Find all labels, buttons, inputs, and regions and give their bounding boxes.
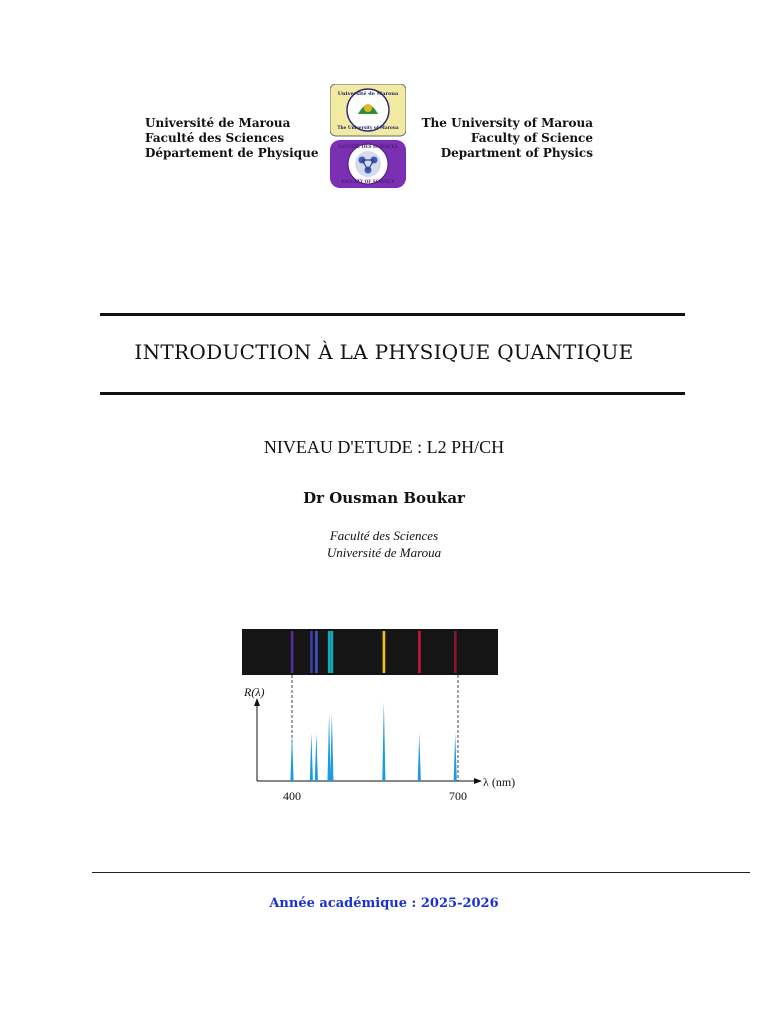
spectrum-peak xyxy=(418,733,421,781)
x-axis-label: λ (nm) xyxy=(483,775,516,789)
header-right-block xyxy=(422,116,593,161)
title-bottom-rule xyxy=(100,392,685,395)
y-axis-arrow xyxy=(254,698,260,706)
x-axis-arrow xyxy=(474,778,482,784)
department-name-fr: Département de Physique xyxy=(145,146,319,160)
spectrum-peak xyxy=(330,714,333,782)
logo-bottom-text-en: FACULTY OF SCIENCE xyxy=(341,179,395,184)
spectrum-band-line xyxy=(418,631,421,673)
affiliation-faculty: Faculté des Sciences xyxy=(329,528,439,543)
logo-top-text: Université de Maroua xyxy=(337,91,399,97)
spectrum-peak xyxy=(454,733,457,781)
emission-spectrum-figure xyxy=(240,626,524,811)
x-tick-400: 400 xyxy=(283,789,301,803)
spectrum-band-line xyxy=(331,631,334,673)
university-logo xyxy=(330,84,406,188)
department-name-en: Department of Physics xyxy=(440,146,593,160)
faculty-name-fr: Faculté des Sciences xyxy=(145,131,285,145)
spectrum-band-line xyxy=(383,631,386,673)
logo-bottom-text: FACULTÉ DES SCIENCES xyxy=(338,144,398,149)
spectrum-peak xyxy=(310,733,313,781)
spectrum-peak xyxy=(315,733,318,781)
faculty-name-en: Faculty of Science xyxy=(470,131,593,145)
university-name-en: The University of Maroua xyxy=(421,116,593,130)
title-top-rule xyxy=(100,313,685,316)
footer-rule xyxy=(92,872,750,873)
spectrum-band-line xyxy=(315,631,318,673)
academic-year: Année académique : 2025-2026 xyxy=(269,896,499,911)
study-level: NIVEAU D'ETUDE : L2 PH/CH xyxy=(263,437,505,457)
spectrum-band xyxy=(242,629,498,675)
author-name: Dr Ousman Boukar xyxy=(303,489,465,507)
spectrum-band-line xyxy=(454,631,457,673)
spectrum-band-line xyxy=(328,631,331,673)
author-affiliation xyxy=(0,527,768,561)
x-tick-700: 700 xyxy=(449,789,467,803)
spectrum-band-line xyxy=(291,631,294,673)
spectrum-peak xyxy=(327,714,330,782)
affiliation-university: Université de Maroua xyxy=(326,545,442,560)
spectrum-peak xyxy=(382,702,385,782)
y-axis-label: R(λ) xyxy=(244,685,265,699)
spectrum-svg xyxy=(240,626,524,811)
university-name-fr: Université de Maroua xyxy=(145,116,291,130)
document-title: INTRODUCTION À LA PHYSIQUE QUANTIQUE xyxy=(134,340,634,364)
header-left-block xyxy=(145,116,318,161)
spectrum-band-line xyxy=(310,631,313,673)
logo-top-text-en: The University of Maroua xyxy=(337,126,399,131)
spectrum-peak xyxy=(290,733,293,781)
